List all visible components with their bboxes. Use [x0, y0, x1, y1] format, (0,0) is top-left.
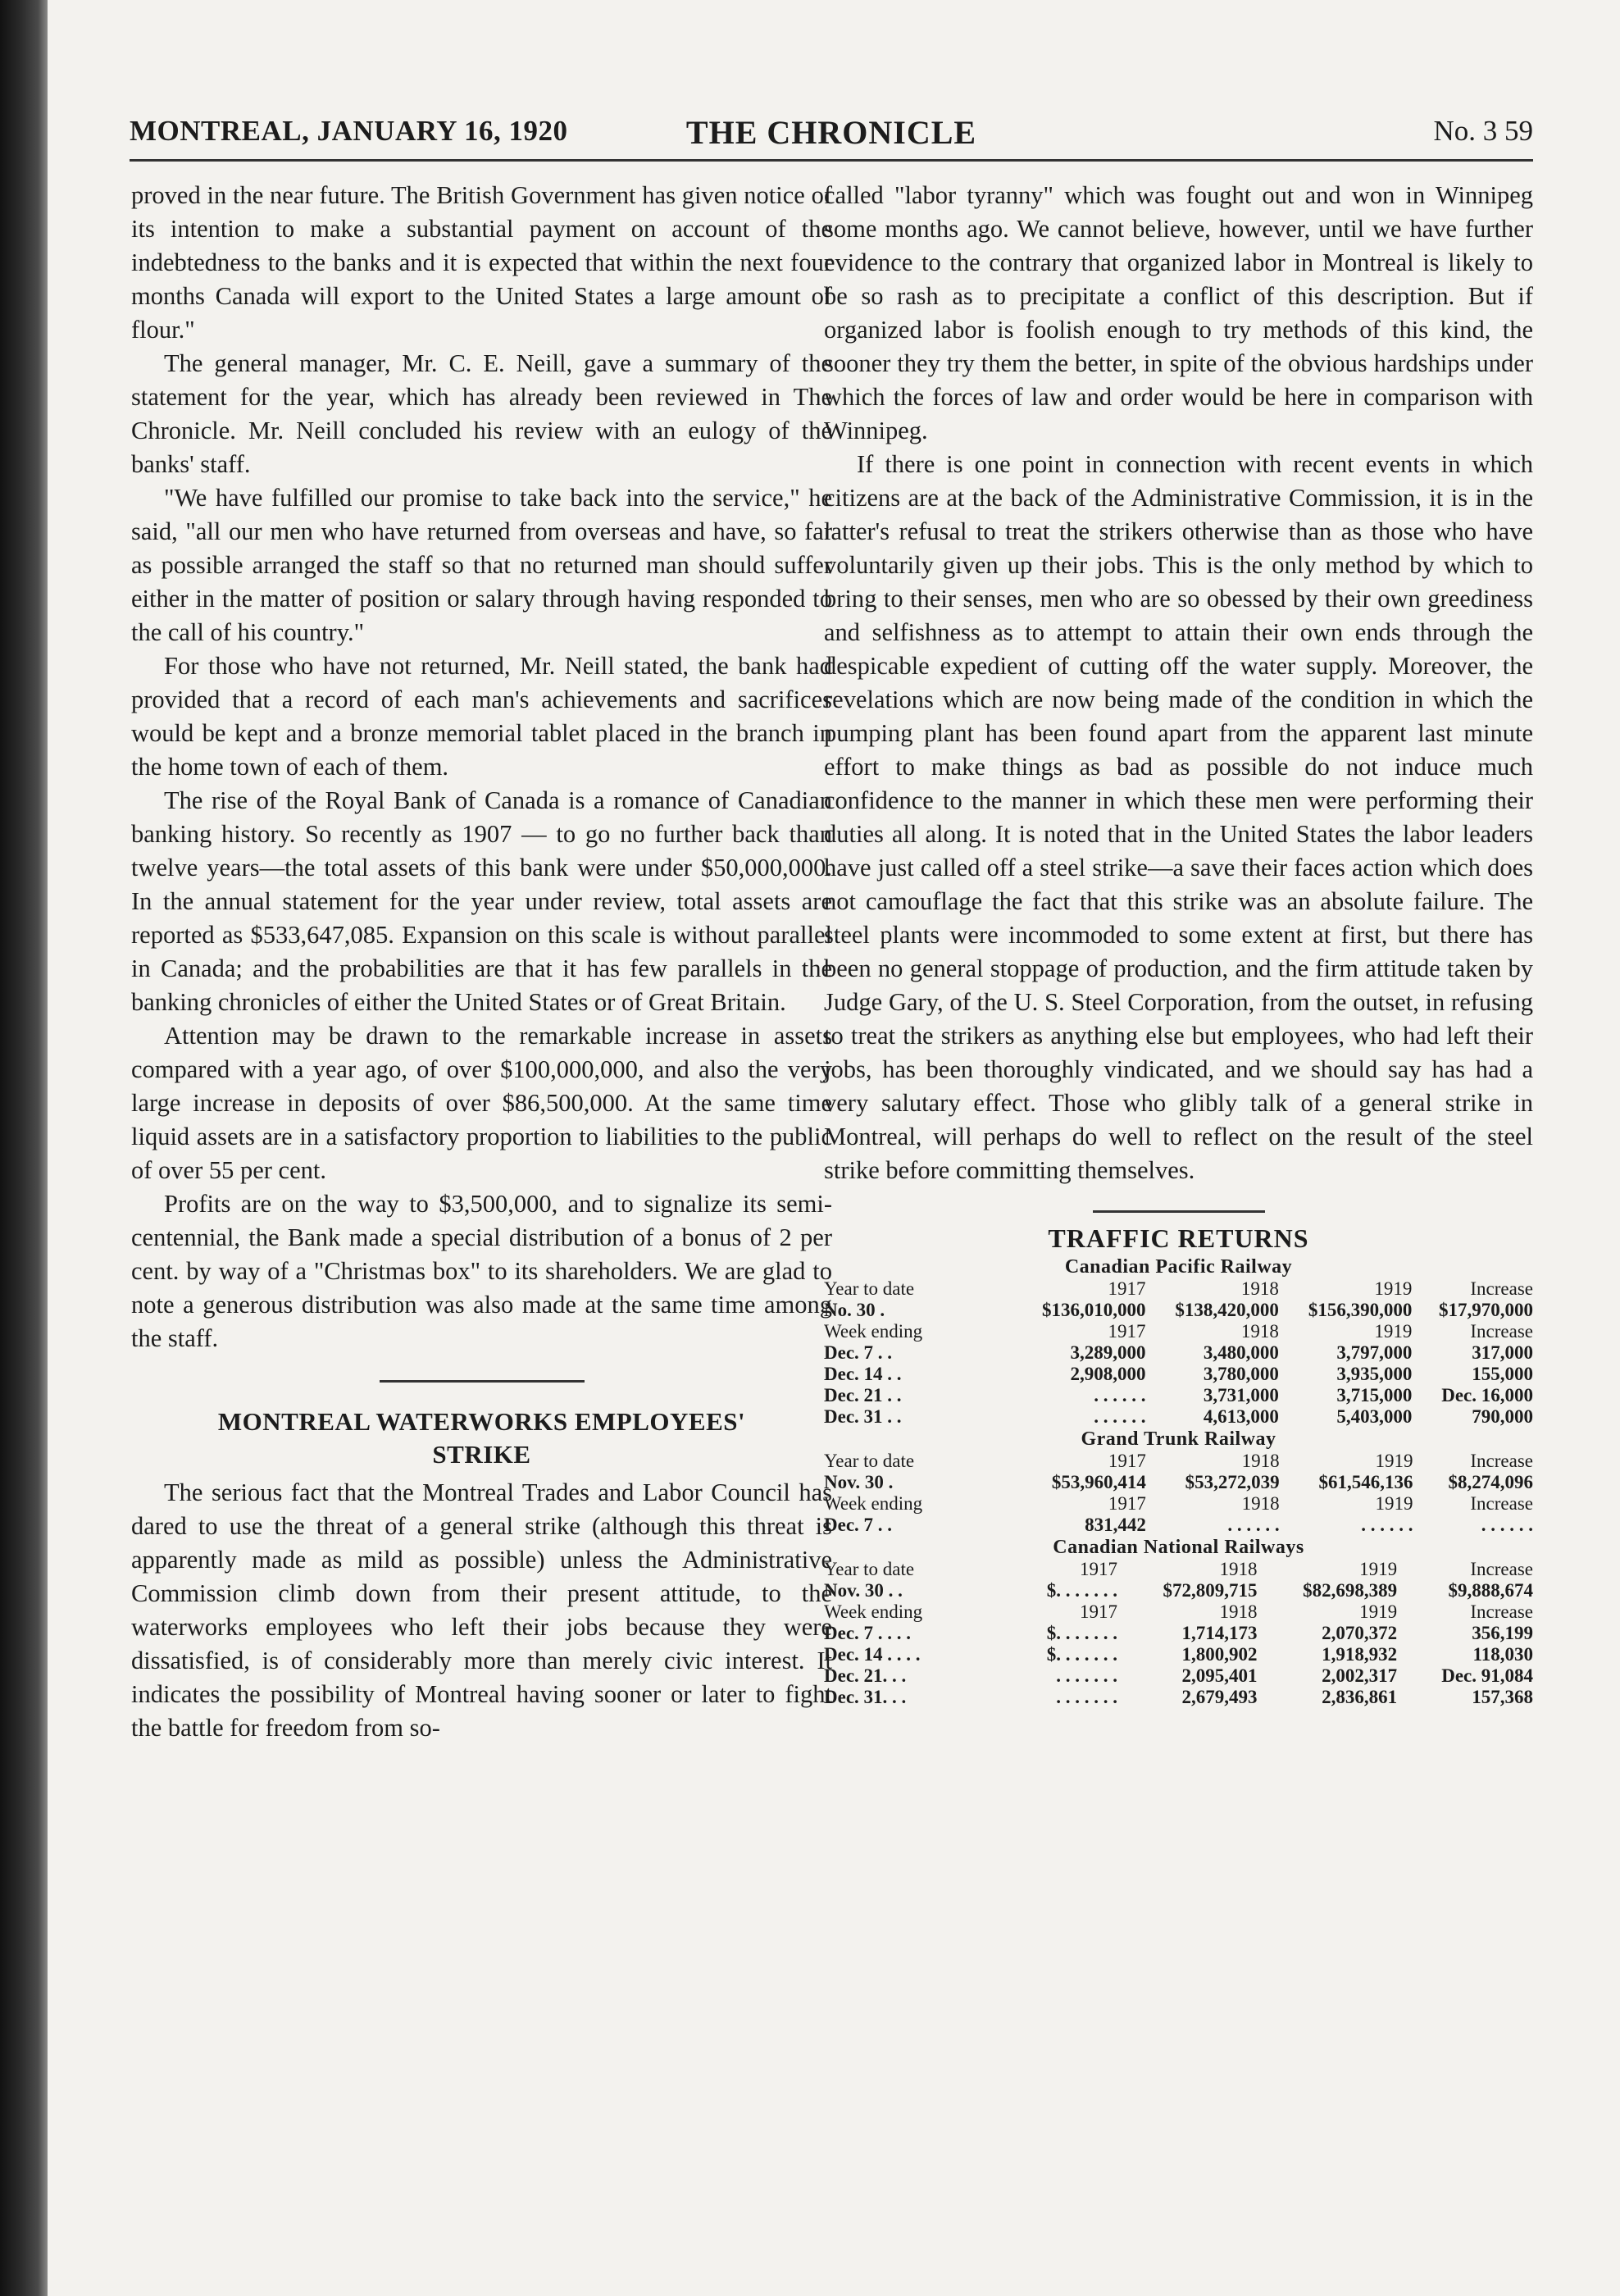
table-row — [824, 1601, 1533, 1623]
paragraph: called "labor tyranny" which was fought out and won in Winnipeg some months ago. We cannot believe, however, until we have further evidence to the contrary that organized labor in Montreal is likely to be so rash as to precipitate a conflict of this description. But if organized labor is foolish enough to try methods of this kind, the sooner they try them the better, in spite of the obvious hardships under which the forces of law and order would be here in comparison with Winnipeg. — [824, 181, 1533, 444]
table-row — [824, 1472, 1533, 1493]
section-heading-line: MONTREAL WATERWORKS EMPLOYEES' — [217, 1407, 746, 1436]
table-cell: 1919 — [1374, 1278, 1413, 1299]
table-cell: 3,715,000 — [1336, 1385, 1413, 1405]
table-cell: 1919 — [1375, 1493, 1413, 1514]
railway-name: Grand Trunk Railway — [1081, 1428, 1276, 1450]
table-cell: 4,613,000 — [1203, 1406, 1279, 1427]
table-cell: 1918 — [1219, 1559, 1258, 1579]
section-divider — [380, 1380, 585, 1383]
table-cell: Dec. 16,000 — [1441, 1385, 1533, 1405]
railway-name: Canadian Pacific Railway — [1064, 1256, 1293, 1278]
table-cell: 3,780,000 — [1203, 1364, 1279, 1384]
table-cell: 1917 — [1108, 1278, 1146, 1299]
row-label: Year to date — [824, 1278, 915, 1299]
table-row — [824, 1321, 1533, 1342]
paragraph: Profits are on the way to $3,500,000, and to signalize its semi-centennial, the Bank made a special distribution of a bonus of 2 per cent. by way of a "Christmas box" to its shareholders. We are glad to note a generous distribution was also made at the same time among the staff. — [131, 1190, 832, 1352]
table-cell: Increase — [1470, 1559, 1533, 1579]
table-row — [824, 1623, 1533, 1644]
table-cell: . . . . . . — [1227, 1515, 1280, 1535]
paragraph: proved in the near future. The British Government has given notice of its intention to make a substantial payment on account of the indebtedness to the banks and it is expected that within the next four months Canada will export to the United States a large amount of flour." — [131, 181, 832, 344]
table-cell: $53,272,039 — [1185, 1472, 1280, 1492]
table-cell: 3,731,000 — [1203, 1385, 1279, 1405]
table-cell: 1919 — [1359, 1559, 1398, 1579]
table-cell: 1919 — [1375, 1451, 1413, 1471]
table-cell: 317,000 — [1472, 1342, 1533, 1363]
table-cell: $136,010,000 — [1041, 1300, 1146, 1320]
table-cell: $82,698,389 — [1303, 1580, 1398, 1601]
table-row — [824, 1559, 1533, 1580]
row-label: Week ending — [824, 1493, 923, 1514]
header-issue-number: No. 3 59 — [1433, 115, 1533, 147]
table-cell: $17,970,000 — [1439, 1300, 1533, 1320]
row-label: Week ending — [824, 1601, 923, 1622]
left-column — [131, 179, 832, 1745]
table-cell: 157,368 — [1472, 1687, 1533, 1707]
table-cell: $156,390,000 — [1308, 1300, 1413, 1320]
table-cell: . . . . . . . — [1056, 1687, 1117, 1707]
table-cell: 3,480,000 — [1203, 1342, 1279, 1363]
table-cell: 1917 — [1079, 1559, 1117, 1579]
table-cell: $72,809,715 — [1163, 1580, 1258, 1601]
header-publication-title: THE CHRONICLE — [685, 114, 977, 151]
table-cell: 3,797,000 — [1336, 1342, 1413, 1363]
table-cell: 2,908,000 — [1070, 1364, 1146, 1384]
header-rule — [130, 159, 1533, 162]
table-cell: $53,960,414 — [1051, 1472, 1146, 1492]
paragraph: If there is one point in connection with recent events in which citizens are at the back of the Administrative Commission, it is in the latter's refusal to treat the strikers otherwise than as those who have voluntarily given up their jobs. This is the only method by which to bring to their senses, men who are so obessed by their own greediness and selfishness as to attempt to attain their own ends through the despicable expedient of cutting off the water supply. Moreover, the revelations which are now being made of the condition in which the pumping plant has been found apart from the apparent last minute effort to make things as bad as possible do not induce much confidence to the manner in which these men were performing their duties all along. It is noted that in the United States the labor leaders have just called off a steel strike—a save their faces action which does not camouflage the fact that this strike was an absolute failure. The steel plants were incommoded to some extent at first, but there has been no general stoppage of production, and the firm attitude taken by Judge Gary, of the U. S. Steel Corporation, from the outset, in refusing to treat the strikers as anything else but employees, who had left their jobs, has been thoroughly vindicated, and we should say has had a very salutary effect. Those who glibly talk of a general strike in Montreal, will perhaps do well to reflect on the result of the steel strike before committing themselves. — [824, 450, 1533, 1184]
row-label: Dec. 7 . . — [824, 1342, 893, 1363]
right-column — [824, 179, 1533, 1708]
table-cell: 1917 — [1108, 1493, 1146, 1514]
paragraph: "We have fulfilled our promise to take back into the service," he said, "all our men who have returned from overseas and have, so far as possible arranged the staff so that no returned man should suffer either in the matter of position or salary through having responded to the call of his country." — [131, 484, 832, 646]
table-cell: Increase — [1470, 1321, 1533, 1342]
table-row — [824, 1687, 1533, 1708]
paragraph: For those who have not returned, Mr. Neill stated, the bank had provided that a record of each man's achievements and sacrifices would be kept and a bronze memorial tablet placed in the branch in the home town of each of them. — [131, 652, 832, 781]
row-label: Nov. 30 . . — [824, 1580, 903, 1601]
table-cell: 1,918,932 — [1322, 1644, 1398, 1665]
table-cell: Increase — [1470, 1451, 1533, 1471]
table-cell: 3,289,000 — [1070, 1342, 1146, 1363]
row-label: Nov. 30 . — [824, 1472, 894, 1492]
row-label: Year to date — [824, 1559, 915, 1579]
table-cell: Increase — [1470, 1493, 1533, 1514]
table-row — [824, 1493, 1533, 1515]
row-label: Dec. 31. . . — [824, 1687, 907, 1707]
table-cell: 1919 — [1359, 1601, 1398, 1622]
table-cell: 2,002,317 — [1322, 1665, 1398, 1686]
row-label: Dec. 31 . . — [824, 1406, 902, 1427]
table-row — [824, 1364, 1533, 1385]
table-cell: 1,714,173 — [1181, 1623, 1258, 1643]
row-label: Dec. 21 . . — [824, 1385, 902, 1405]
table-cell: 1918 — [1240, 1278, 1279, 1299]
table-cell: 1917 — [1108, 1321, 1146, 1342]
table-cell: 2,095,401 — [1181, 1665, 1258, 1686]
section-heading-line: STRIKE — [432, 1440, 531, 1469]
table-cell: $138,420,000 — [1175, 1300, 1279, 1320]
page-header — [130, 115, 1533, 159]
table-row — [824, 1644, 1533, 1665]
table-cell: 1918 — [1241, 1451, 1280, 1471]
table-cell: . . . . . . — [1094, 1385, 1146, 1405]
table-cell: 5,403,000 — [1336, 1406, 1413, 1427]
book-binding-edge — [0, 0, 48, 2296]
table-cell: 2,836,861 — [1322, 1687, 1398, 1707]
table-row — [824, 1515, 1533, 1536]
row-label: Dec. 7 . . — [824, 1515, 893, 1535]
table-cell: . . . . . . — [1481, 1515, 1533, 1535]
table-cell: 2,679,493 — [1181, 1687, 1258, 1707]
row-label: Dec. 14 . . . . — [824, 1644, 921, 1665]
table-cell: 831,442 — [1085, 1515, 1146, 1535]
table-cell: $61,546,136 — [1318, 1472, 1413, 1492]
traffic-returns-tables — [824, 1255, 1533, 1708]
traffic-table — [824, 1451, 1533, 1536]
paragraph: Attention may be drawn to the remarkable increase in assets compared with a year ago, of over $100,000,000, and also the very large increase in deposits of over $86,500,000. At the same time liquid assets are in a satisfactory proportion to liabilities to the public of over 55 per cent. — [131, 1022, 832, 1184]
newspaper-page — [48, 0, 1620, 2296]
table-cell: 2,070,372 — [1322, 1623, 1398, 1643]
table-cell: 1918 — [1241, 1493, 1280, 1514]
table-cell: 1919 — [1374, 1321, 1413, 1342]
section-heading — [131, 1405, 832, 1471]
table-cell: 790,000 — [1472, 1406, 1533, 1427]
table-row — [824, 1451, 1533, 1472]
table-row — [824, 1580, 1533, 1601]
row-label: Dec. 7 . . . . — [824, 1623, 912, 1643]
paragraph: The general manager, Mr. C. E. Neill, gave a summary of the statement for the year, which has already been reviewed in The Chronicle. Mr. Neill concluded his review with an eulogy of the banks' staff. — [131, 349, 832, 478]
table-cell: 356,199 — [1472, 1623, 1533, 1643]
table-cell: 1918 — [1240, 1321, 1279, 1342]
section-divider — [1093, 1210, 1265, 1213]
table-cell: . . . . . . — [1361, 1515, 1413, 1535]
traffic-table — [824, 1559, 1533, 1708]
traffic-table — [824, 1278, 1533, 1428]
table-row — [824, 1665, 1533, 1687]
table-cell: $9,888,674 — [1448, 1580, 1533, 1601]
table-cell: 1917 — [1079, 1601, 1117, 1622]
paragraph: The rise of the Royal Bank of Canada is a romance of Canadian banking history. So recently as 1907 — to go no further back than twelve years—the total assets of this bank were under $50,000,000. In the annual statement for the year under review, total assets are reported as $533,647,085. Expansion on this scale is without parallel in Canada; and the probabilities are that it has few parallels in the banking chronicles of either the United States or of Great Britain. — [131, 786, 832, 1016]
table-row — [824, 1278, 1533, 1300]
railway-name: Canadian National Railways — [1053, 1537, 1304, 1558]
table-row — [824, 1406, 1533, 1428]
row-label: Year to date — [824, 1451, 915, 1471]
table-row — [824, 1385, 1533, 1406]
table-row — [824, 1342, 1533, 1364]
table-cell: $. . . . . . . — [1046, 1623, 1117, 1643]
row-label: No. 30 . — [824, 1300, 885, 1320]
header-date: MONTREAL, JANUARY 16, 1920 — [130, 115, 568, 147]
table-row — [824, 1300, 1533, 1321]
table-cell: $8,274,096 — [1448, 1472, 1533, 1492]
table-cell: . . . . . . . — [1056, 1665, 1117, 1686]
table-cell: 1917 — [1108, 1451, 1146, 1471]
table-cell: $. . . . . . . — [1046, 1580, 1117, 1601]
table-cell: 1,800,902 — [1181, 1644, 1258, 1665]
table-cell: Increase — [1470, 1278, 1533, 1299]
traffic-returns-title: TRAFFIC RETURNS — [1048, 1223, 1309, 1253]
table-cell: 3,935,000 — [1336, 1364, 1413, 1384]
table-cell: $. . . . . . . — [1046, 1644, 1117, 1665]
row-label: Dec. 21. . . — [824, 1665, 907, 1686]
row-label: Week ending — [824, 1321, 923, 1342]
table-cell: . . . . . . — [1094, 1406, 1146, 1427]
table-cell: 155,000 — [1472, 1364, 1533, 1384]
paragraph: The serious fact that the Montreal Trades and Labor Council has dared to use the threat of a general strike (although this threat is apparently made as mild as possible) unless the Administrative Commission climb down from their present attitude, to the waterworks employees who left their jobs because they were dissatisfied, is of considerably more than merely civic interest. It indicates the possibility of Montreal having sooner or later to fight the battle for freedom from so- — [131, 1478, 832, 1742]
table-cell: 1918 — [1219, 1601, 1258, 1622]
row-label: Dec. 14 . . — [824, 1364, 902, 1384]
table-cell: Dec. 91,084 — [1441, 1665, 1533, 1686]
table-cell: 118,030 — [1472, 1644, 1533, 1665]
table-cell: Increase — [1470, 1601, 1533, 1622]
